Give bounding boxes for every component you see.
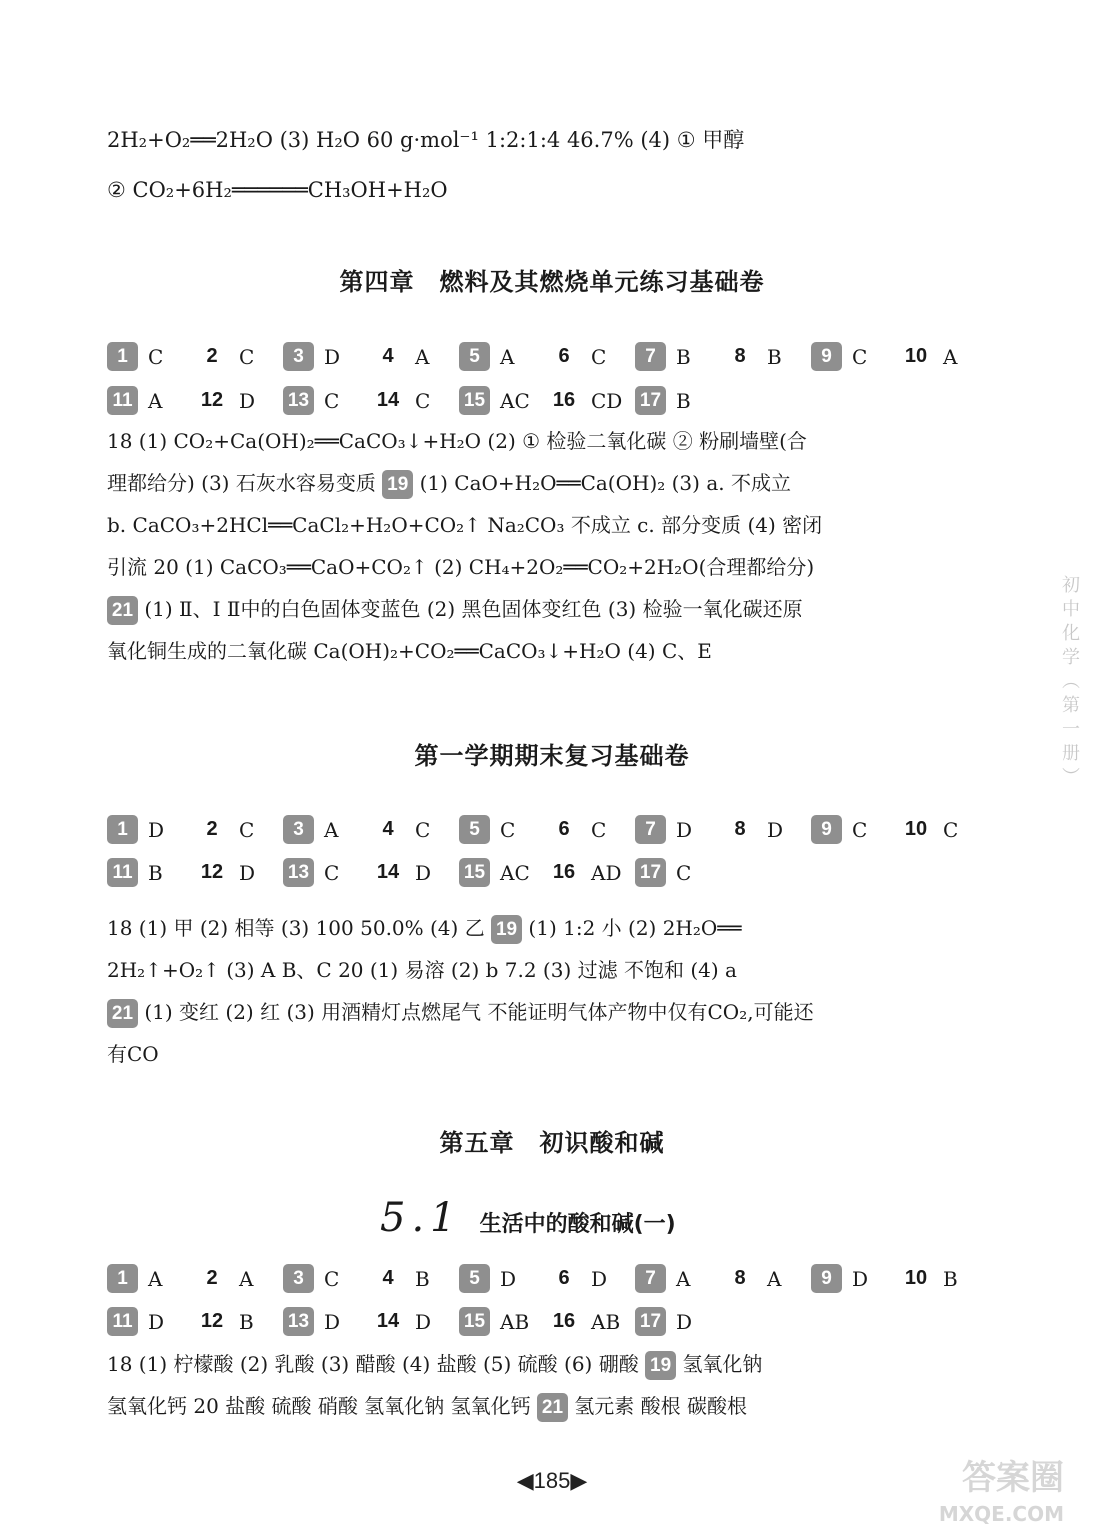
page-number: ◀185▶: [516, 1468, 588, 1493]
answer-item: [195, 345, 283, 369]
answer-text: (1) CaO+H₂O══Ca(OH)₂ (3) a. 不成立: [419, 471, 791, 495]
question-number-badge: 21: [537, 1393, 568, 1422]
question-number-badge: 13: [283, 858, 314, 887]
answer-text-line: [107, 907, 987, 949]
answer-item: [371, 389, 459, 413]
answer-choice: C: [591, 344, 607, 369]
question-number-badge: 15: [459, 1307, 490, 1336]
answer-item: [107, 1307, 195, 1336]
answer-item: [635, 858, 723, 887]
answer-choice: D: [415, 1309, 432, 1334]
question-number: 12: [200, 861, 224, 883]
answer-item: [723, 345, 811, 369]
question-number-badge: 1: [107, 1264, 138, 1293]
answer-item: [635, 386, 723, 415]
answer-text: 2H₂+O₂══2H₂O (3) H₂O 60 g·mol⁻¹ 1:2:1:4 46.7% (4) ① 甲醇: [107, 128, 745, 152]
answer-choice: A: [239, 1266, 254, 1291]
question-number-badge: 5: [459, 1264, 490, 1293]
question-number-badge: 11: [107, 1307, 138, 1336]
answer-choice: A: [324, 817, 339, 842]
answer-row: [107, 386, 994, 415]
answer-item: [635, 1307, 723, 1336]
answer-choice: A: [415, 344, 430, 369]
answer-text: (1) 1:2 小 (2) 2H₂O══: [528, 916, 742, 940]
answer-item: [283, 386, 371, 415]
answer-choice: C: [415, 388, 431, 413]
answer-choice: AB: [591, 1309, 621, 1334]
answer-choice: C: [324, 1266, 340, 1291]
question-number: 16: [552, 389, 576, 411]
question-number: 10: [904, 818, 928, 840]
answer-item: [283, 1307, 371, 1336]
question-number-badge: 11: [107, 386, 138, 415]
answer-text: (1) 变红 (2) 红 (3) 用酒精灯点燃尾气 不能证明气体产物中仅有CO₂,可能还: [144, 1000, 814, 1024]
answer-item: [899, 818, 987, 842]
question-number-badge: 1: [107, 815, 138, 844]
question-number-badge: 17: [635, 858, 666, 887]
answer-text: 有CO: [107, 1042, 159, 1066]
watermark-text: 答案圈: [962, 1458, 1064, 1498]
answer-item: [195, 1310, 283, 1334]
answer-text: 18 (1) 柠檬酸 (2) 乳酸 (3) 醋酸 (4) 盐酸 (5) 硫酸 (6) 硼酸: [107, 1352, 639, 1376]
question-number-badge: 21: [107, 596, 138, 625]
answer-item: [371, 818, 459, 842]
answer-item: [547, 861, 635, 885]
answer-row: [107, 342, 994, 371]
question-number: 8: [734, 345, 746, 367]
answer-text-line: [107, 1343, 987, 1385]
answer-text: 2H₂↑+O₂↑ (3) A B、C 20 (1) 易溶 (2) b 7.2 (3) 过滤 不饱和 (4) a: [107, 958, 737, 982]
answer-item: [459, 815, 547, 844]
question-number: 16: [552, 861, 576, 883]
answer-choice: C: [324, 860, 340, 885]
answer-choice: D: [676, 817, 693, 842]
answer-choice: A: [676, 1266, 691, 1291]
question-number-badge: 7: [635, 342, 666, 371]
question-number-badge: 3: [283, 815, 314, 844]
question-number: 4: [382, 818, 394, 840]
question-number-badge: 19: [491, 915, 522, 944]
answer-text: (1) Ⅱ、Ⅰ Ⅱ中的白色固体变蓝色 (2) 黑色固体变红色 (3) 检验一氧化碳还原: [144, 597, 803, 621]
answer-choice: A: [148, 388, 163, 413]
question-number: 6: [558, 1267, 570, 1289]
answer-choice: D: [148, 1309, 165, 1334]
answer-choice: A: [943, 344, 958, 369]
section-title-ch5: 第五章 初识酸和碱: [439, 1129, 665, 1157]
answer-text-line: [107, 462, 987, 504]
answer-choice: B: [415, 1266, 430, 1291]
answer-item: [107, 342, 195, 371]
question-number-badge: 17: [635, 386, 666, 415]
question-number: 10: [904, 345, 928, 367]
answer-item: [547, 1267, 635, 1291]
question-number: 16: [552, 1310, 576, 1332]
answer-item: [635, 342, 723, 371]
answer-item: [283, 342, 371, 371]
answer-item: [371, 1267, 459, 1291]
question-number: 8: [734, 1267, 746, 1289]
answer-item: [459, 1307, 547, 1336]
answer-item: [195, 818, 283, 842]
question-number: 4: [382, 345, 394, 367]
answer-choice: D: [324, 1309, 341, 1334]
answer-text: ② CO₂+6H₂══════CH₃OH+H₂O: [107, 178, 448, 202]
answer-item: [723, 1267, 811, 1291]
answer-item: [195, 1267, 283, 1291]
question-number-badge: 9: [811, 342, 842, 371]
answer-text-line: [107, 588, 987, 630]
answer-item: [635, 1264, 723, 1293]
answer-choice: C: [148, 344, 164, 369]
answer-choice: D: [415, 860, 432, 885]
question-number-badge: 19: [645, 1351, 676, 1380]
answer-item: [899, 345, 987, 369]
answer-text: 氢元素 酸根 碳酸根: [574, 1394, 748, 1418]
question-number: 6: [558, 818, 570, 840]
question-number: 10: [904, 1267, 928, 1289]
answer-line-top-1: [107, 124, 994, 154]
question-number: 2: [206, 345, 218, 367]
question-number-badge: 5: [459, 815, 490, 844]
question-number-badge: 19: [382, 470, 413, 499]
page-number-value: 185: [533, 1468, 571, 1493]
answer-choice: C: [852, 817, 868, 842]
answer-item: [547, 389, 635, 413]
question-number-badge: 17: [635, 1307, 666, 1336]
answer-item: [195, 389, 283, 413]
answer-item: [459, 1264, 547, 1293]
answer-item: [547, 818, 635, 842]
answer-choice: C: [676, 860, 692, 885]
question-number-badge: 13: [283, 386, 314, 415]
answer-choice: A: [767, 1266, 782, 1291]
question-number: 12: [200, 389, 224, 411]
question-number-badge: 3: [283, 1264, 314, 1293]
answer-choice: D: [239, 388, 256, 413]
question-number-badge: 9: [811, 1264, 842, 1293]
question-number-badge: 7: [635, 1264, 666, 1293]
answer-choice: D: [239, 860, 256, 885]
subsection-heading: [380, 1195, 676, 1241]
question-number-badge: 1: [107, 342, 138, 371]
answer-choice: D: [852, 1266, 869, 1291]
subsection-number: 5.1: [380, 1195, 462, 1241]
answer-text: 氧化铜生成的二氧化碳 Ca(OH)₂+CO₂══CaCO₃↓+H₂O (4) C、E: [107, 639, 712, 663]
answer-item: [107, 858, 195, 887]
side-running-text: 初中化学（第一册）: [1059, 575, 1080, 791]
answer-row: [107, 858, 994, 887]
answer-choice: C: [591, 817, 607, 842]
watermark-logo: [939, 1460, 1064, 1532]
answer-text-line: [107, 1385, 987, 1427]
answer-choice: B: [943, 1266, 958, 1291]
question-number-badge: 7: [635, 815, 666, 844]
answer-row: [107, 1307, 994, 1336]
answer-choice: C: [415, 817, 431, 842]
answer-paragraph-term: [107, 907, 987, 1075]
answer-item: [811, 342, 899, 371]
answer-item: [899, 1267, 987, 1291]
answer-item: [283, 1264, 371, 1293]
question-number: 14: [376, 861, 400, 883]
answer-choice: B: [148, 860, 163, 885]
answer-text: b. CaCO₃+2HCl══CaCl₂+H₂O+CO₂↑ Na₂CO₃ 不成立 c. 部分变质 (4) 密闭: [107, 513, 823, 537]
answer-paragraph-ch5: [107, 1343, 987, 1427]
answer-item: [107, 1264, 195, 1293]
answer-row: [107, 1264, 994, 1293]
answer-choice: AD: [591, 860, 622, 885]
answer-item: [811, 815, 899, 844]
question-number-badge: 9: [811, 815, 842, 844]
question-number: 12: [200, 1310, 224, 1332]
answer-item: [195, 861, 283, 885]
question-number-badge: 21: [107, 999, 138, 1028]
answer-paragraph-ch4: [107, 420, 987, 672]
answer-row: [107, 815, 994, 844]
question-number-badge: 3: [283, 342, 314, 371]
section-title-ch4: 第四章 燃料及其燃烧单元练习基础卷: [339, 268, 765, 296]
answer-item: [547, 345, 635, 369]
answer-item: [283, 858, 371, 887]
answer-choice: D: [676, 1309, 693, 1334]
answer-text: 18 (1) 甲 (2) 相等 (3) 100 50.0% (4) 乙: [107, 916, 485, 940]
answer-choice: B: [767, 344, 782, 369]
answer-item: [107, 815, 195, 844]
answer-item: [459, 386, 547, 415]
question-number: 14: [376, 1310, 400, 1332]
answer-text: 氢氧化钙 20 盐酸 硫酸 硝酸 氢氧化钠 氢氧化钙: [107, 1394, 531, 1418]
answer-item: [547, 1310, 635, 1334]
answer-choice: B: [239, 1309, 254, 1334]
answer-choice: D: [500, 1266, 517, 1291]
subsection-title: 生活中的酸和碱(一): [479, 1212, 676, 1237]
answer-item: [459, 858, 547, 887]
answer-choice: A: [148, 1266, 163, 1291]
answer-choice: AC: [500, 860, 530, 885]
answer-choice: AB: [500, 1309, 530, 1334]
answer-item: [371, 1310, 459, 1334]
answer-text: 理都给分) (3) 石灰水容易变质: [107, 471, 376, 495]
answer-choice: B: [676, 344, 691, 369]
answer-choice: C: [239, 344, 255, 369]
section-title-term: 第一学期期末复习基础卷: [414, 742, 690, 770]
answer-choice: CD: [591, 388, 623, 413]
answer-choice: D: [324, 344, 341, 369]
answer-choice: D: [148, 817, 165, 842]
question-number-badge: 15: [459, 858, 490, 887]
answer-item: [811, 1264, 899, 1293]
answer-text-line: [107, 991, 987, 1033]
answer-choice: C: [943, 817, 959, 842]
answer-item: [723, 818, 811, 842]
answer-text: 氢氧化钠: [682, 1352, 763, 1376]
watermark-url: MXQE.COM: [938, 1502, 1064, 1526]
answer-choice: D: [591, 1266, 608, 1291]
question-number: 2: [206, 818, 218, 840]
answer-choice: A: [500, 344, 515, 369]
question-number-badge: 5: [459, 342, 490, 371]
answer-choice: C: [239, 817, 255, 842]
answer-choice: C: [324, 388, 340, 413]
answer-item: [107, 386, 195, 415]
answer-line-top-2: [107, 178, 994, 202]
answer-item: [459, 342, 547, 371]
question-number-badge: 15: [459, 386, 490, 415]
question-number-badge: 11: [107, 858, 138, 887]
answer-item: [635, 815, 723, 844]
answer-choice: AC: [500, 388, 530, 413]
question-number: 2: [206, 1267, 218, 1289]
answer-choice: C: [852, 344, 868, 369]
answer-choice: C: [500, 817, 516, 842]
answer-item: [371, 861, 459, 885]
question-number: 8: [734, 818, 746, 840]
answer-text: 引流 20 (1) CaCO₃══CaO+CO₂↑ (2) CH₄+2O₂══CO₂+2H₂O(合理都给分): [107, 555, 815, 579]
answer-choice: B: [676, 388, 691, 413]
question-number: 6: [558, 345, 570, 367]
answer-text: 18 (1) CO₂+Ca(OH)₂══CaCO₃↓+H₂O (2) ① 检验二氧化碳 ② 粉刷墙壁(合: [107, 429, 807, 453]
answer-item: [283, 815, 371, 844]
question-number: 14: [376, 389, 400, 411]
question-number-badge: 13: [283, 1307, 314, 1336]
question-number: 4: [382, 1267, 394, 1289]
answer-item: [371, 345, 459, 369]
answer-choice: D: [767, 817, 784, 842]
